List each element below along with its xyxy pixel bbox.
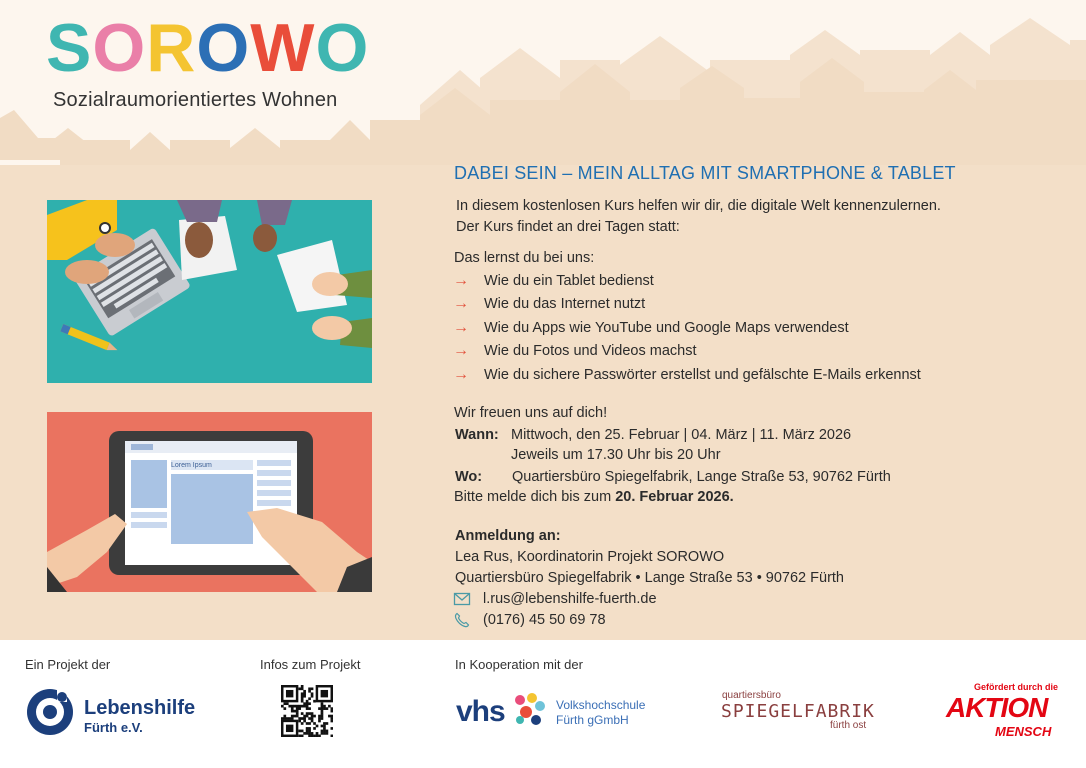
arrow-right-icon: → — [453, 271, 469, 289]
course-headline: DABEI SEIN – MEIN ALLTAG MIT SMARTPHONE & TABLET — [454, 163, 956, 183]
footer — [0, 640, 1086, 768]
lebenshilfe-sub: Fürth e.V. — [84, 720, 143, 735]
list-item-text: Wie du sichere Passwörter erstellst und gefälschte E-Mails erkennst — [484, 366, 921, 383]
aktion-mensch-top: Gefördert durch die — [974, 682, 1059, 692]
learn-list — [453, 269, 921, 387]
logo-letter: S — [46, 10, 93, 86]
registration-address: Quartiersbüro Spiegelfabrik • Lange Straße 53 • 90762 Fürth — [455, 570, 844, 586]
registration-person: Lea Rus, Koordinatorin Projekt SOROWO — [455, 549, 725, 565]
lebenshilfe-name: Lebenshilfe — [84, 697, 196, 719]
arrow-right-icon: → — [453, 365, 469, 383]
arrow-right-icon: → — [453, 342, 469, 360]
where-value: Quartiersbüro Spiegelfabrik, Lange Straße 53, 90762 Fürth — [512, 469, 891, 485]
when-label: Wann: — [455, 427, 499, 443]
register-date: 20. Februar 2026. — [615, 489, 734, 505]
logo-letter: O — [315, 10, 370, 86]
vhs-logo-text: vhs — [456, 695, 505, 728]
list-item — [453, 363, 921, 387]
logo-letter: O — [196, 10, 251, 86]
list-item — [453, 316, 921, 340]
vhs-dots-logo — [512, 692, 552, 728]
spiegelfabrik-logo-text: SPIEGELFABRIK — [721, 701, 875, 722]
logo-letter: O — [92, 10, 147, 86]
intro-line-1: In diesem kostenlosen Kurs helfen wir dir, die digitale Welt kennenzulernen. — [456, 198, 941, 214]
list-item-text: Wie du Apps wie YouTube und Google Maps verwendest — [484, 319, 849, 336]
learn-heading: Das lernst du bei uns: — [454, 250, 595, 266]
sorowo-logo — [46, 10, 370, 86]
list-item — [453, 340, 921, 364]
vhs-line-1: Volkshochschule — [556, 698, 646, 712]
mail-icon — [453, 591, 471, 607]
laptop-hands-illustration — [47, 200, 372, 383]
phone-icon — [453, 612, 471, 628]
register-prefix: Bitte melde dich bis zum — [454, 489, 616, 505]
arrow-right-icon: → — [453, 318, 469, 336]
info-label: Infos zum Projekt — [260, 657, 361, 672]
where-row — [455, 469, 891, 485]
list-item-text: Wie du Fotos und Videos machst — [484, 343, 697, 360]
lebenshilfe-logo — [24, 686, 78, 738]
screen-placeholder-text: Lorem Ipsum — [171, 462, 212, 469]
vhs-line-2: Fürth gGmbH — [556, 713, 629, 727]
qr-code[interactable] — [281, 685, 333, 737]
where-label: Wo: — [455, 469, 483, 485]
tablet-hands-illustration — [47, 412, 372, 592]
project-label: Ein Projekt der — [25, 657, 111, 672]
registration-phone[interactable]: (0176) 45 50 69 78 — [483, 612, 606, 628]
list-item-text: Wie du ein Tablet bedienst — [484, 272, 654, 289]
aktion-mensch-sub: MENSCH — [995, 724, 1052, 739]
welcome-text: Wir freuen uns auf dich! — [454, 405, 608, 421]
logo-letter: R — [146, 10, 197, 86]
intro-line-2: Der Kurs findet an drei Tagen statt: — [456, 219, 680, 235]
logo-letter: W — [250, 10, 316, 86]
list-item — [453, 293, 921, 317]
list-item — [453, 269, 921, 293]
register-deadline — [454, 489, 734, 505]
arrow-right-icon: → — [453, 295, 469, 313]
when-row — [455, 427, 851, 443]
registration-heading: Anmeldung an: — [455, 528, 561, 544]
when-dates: Mittwoch, den 25. Februar | 04. März | 11. März 2026 — [511, 427, 852, 443]
list-item-text: Wie du das Internet nutzt — [484, 296, 646, 313]
spiegelfabrik-sub: fürth ost — [830, 720, 867, 731]
registration-email[interactable]: l.rus@lebenshilfe-fuerth.de — [483, 591, 657, 607]
quartiersbuero-small: quartiersbüro — [722, 690, 781, 701]
logo-subtitle: Sozialraumorientiertes Wohnen — [53, 89, 338, 111]
coop-label: In Kooperation mit der — [455, 657, 583, 672]
when-time: Jeweils um 17.30 Uhr bis 20 Uhr — [511, 447, 721, 463]
aktion-mensch-logo: AKTION — [946, 692, 1048, 723]
